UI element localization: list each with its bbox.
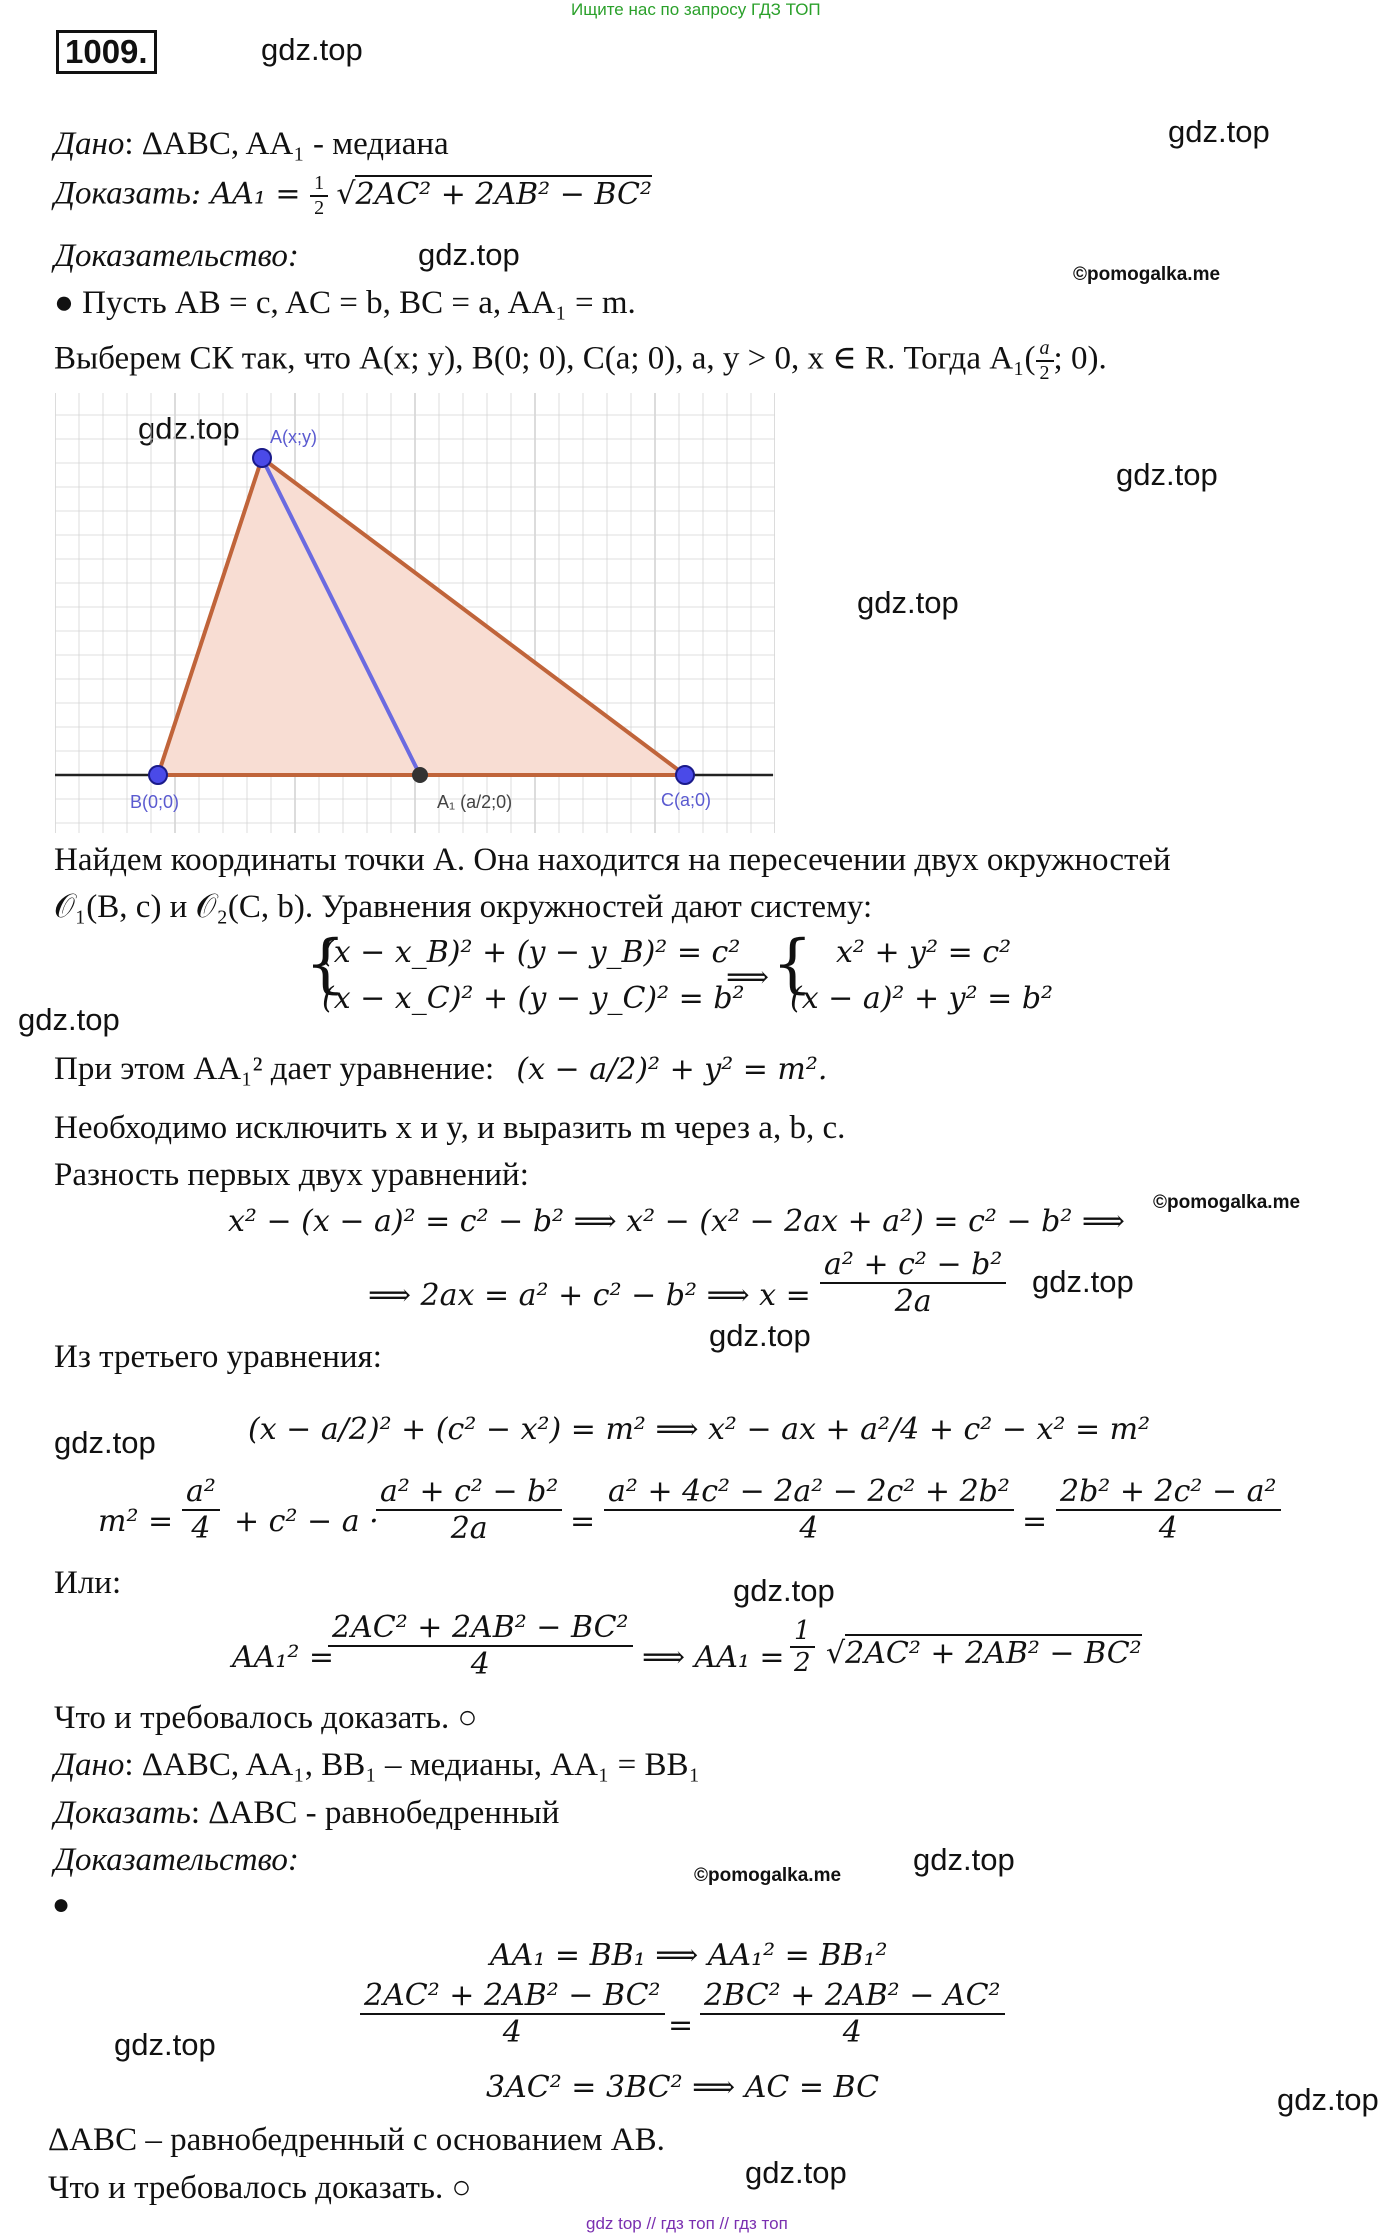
given-label: Дано	[54, 126, 125, 162]
proof-label-text: Доказательство	[54, 238, 288, 274]
watermark-gdz: gdz.top	[1116, 457, 1218, 492]
point-b	[149, 766, 167, 784]
prove-label-2: Доказать	[54, 1795, 191, 1831]
fraction-numerator: a² + 4c² − 2a² − 2c² + 2b²	[604, 1474, 1014, 1511]
fraction-denominator: 4	[1158, 1511, 1178, 1546]
system-arrow: ⟹	[726, 960, 770, 995]
equation-4-frac-2	[376, 1474, 562, 1546]
point-a	[253, 449, 271, 467]
equation-5-fraction	[328, 1610, 633, 1682]
watermark-pomogalka: ©pomogalka.me	[1153, 1192, 1301, 1213]
diff-line: Разность первых двух уравнений:	[54, 1157, 529, 1193]
coord-tail: ; 0).	[1053, 340, 1107, 377]
watermark-gdz: gdz.top	[418, 237, 520, 272]
given-text: : ΔABC, AA₁ - медиана	[124, 126, 449, 162]
system-left-eq1: (x − x_B)² + (y − y_B)² = c²	[322, 935, 741, 970]
equation-4-equals: =	[570, 1504, 596, 1539]
also-text: При этом AA₁² дает уравнение:	[54, 1051, 495, 1087]
proof-label: Доказательство:	[54, 238, 299, 274]
system-brace-left: {	[305, 927, 346, 1001]
fraction-denominator: 4	[502, 2015, 522, 2050]
fraction-denominator: 4	[799, 1511, 819, 1546]
also-line	[54, 1051, 827, 1088]
equation-4-frac-3	[604, 1474, 1014, 1546]
fraction-denominator: 2a	[894, 1284, 932, 1319]
third-line: Из третьего уравнения:	[54, 1339, 382, 1375]
find-line-2: 𝒪₁(B, c) и 𝒪₂(C, b). Уравнения окружностей дают систему:	[54, 889, 873, 925]
fraction-denominator: 4	[842, 2015, 862, 2050]
system-left-eq2: (x − x_C)² + (y − y_C)² = b²	[322, 981, 745, 1016]
system-right-eq2: (x − a)² + y² = b²	[790, 981, 1054, 1016]
equation-5-half	[790, 1616, 815, 1678]
label-b: B(0;0)	[130, 792, 180, 812]
part2-equation-1: AA₁ = BB₁ ⟹ AA₁² = BB₁²	[490, 1938, 888, 1973]
fraction-denominator: 2	[314, 197, 325, 219]
equation-4-lhs: m² =	[98, 1504, 174, 1539]
fraction-numerator: 1	[790, 1616, 815, 1648]
coord-fraction	[1036, 337, 1054, 385]
fraction-denominator: 2	[1039, 362, 1050, 384]
watermark-gdz: gdz.top	[138, 411, 240, 446]
fraction-numerator: 2AC² + 2AB² − BC²	[360, 1978, 665, 2015]
also-equation: (x − a/2)² + y² = m².	[516, 1052, 828, 1087]
sqrt-sign: √	[826, 1636, 846, 1671]
part2-equation-3: 3AC² = 3BC² ⟹ AC = BC	[486, 2070, 880, 2105]
coord-line	[54, 337, 1107, 385]
prove-line	[54, 172, 652, 220]
task-number: 1009.	[56, 30, 157, 74]
prove-root: 2AC² + 2AB² − BC²	[355, 176, 652, 212]
proof-label-2: Доказательство:	[54, 1842, 299, 1878]
point-a1	[412, 767, 428, 783]
fraction-denominator: 2a	[450, 1511, 488, 1546]
need-line: Необходимо исключить x и y, и выразить m через a, b, c.	[54, 1110, 846, 1146]
prove-text-2: : ΔABC - равнобедренный	[190, 1795, 560, 1831]
equation-5-lhs: AA₁² =	[232, 1640, 335, 1675]
part2-fraction-right	[700, 1978, 1005, 2050]
equation-4-equals-2: =	[1022, 1504, 1048, 1539]
fraction-numerator: 2AC² + 2AB² − BC²	[328, 1610, 633, 1647]
fraction-denominator: 4	[191, 1511, 211, 1546]
watermark-gdz: gdz.top	[745, 2155, 847, 2190]
or-label: Или:	[54, 1565, 122, 1601]
given-text-2: : ΔABC, AA₁, BB₁ – медианы, AA₁ = BB₁	[124, 1747, 701, 1783]
watermark-gdz: gdz.top	[913, 1842, 1015, 1877]
point-c	[676, 766, 694, 784]
equation-5-root	[826, 1636, 1142, 1671]
top-search-link[interactable]: Ищите нас по запросу ГДЗ ТОП	[571, 0, 821, 19]
fraction-denominator: 2	[794, 1648, 811, 1678]
label-c: C(a;0)	[661, 790, 712, 810]
prove-fraction	[310, 172, 328, 220]
given-label-2: Дано	[54, 1747, 125, 1783]
watermark-gdz: gdz.top	[114, 2027, 216, 2062]
prove-line-2	[54, 1795, 559, 1832]
watermark-gdz: gdz.top	[18, 1002, 120, 1037]
watermark-pomogalka: ©pomogalka.me	[694, 1865, 842, 1886]
fraction-numerator: a² + c² − b²	[376, 1474, 562, 1511]
find-line-1: Найдем координаты точки A. Она находится на пересечении двух окружностей	[54, 842, 1171, 878]
equation-1: x² − (x − a)² = c² − b² ⟹ x² − (x² − 2ax + a²) = c² − b² ⟹	[228, 1204, 1125, 1239]
label-a: A(x;y)	[270, 427, 317, 447]
fraction-numerator: 1	[310, 172, 328, 197]
equation-4-mid: + c² − a ·	[234, 1504, 379, 1539]
fraction-numerator: a²	[182, 1474, 220, 1511]
fraction-numerator: a	[1036, 337, 1054, 362]
footer-links[interactable]: gdz top // гдз топ // гдз топ	[586, 2214, 788, 2233]
fraction-numerator: a² + c² − b²	[820, 1247, 1006, 1284]
prove-text: : AA₁ =	[190, 176, 311, 212]
equation-4-frac-1	[182, 1474, 220, 1546]
equation-4-frac-4	[1056, 1474, 1281, 1546]
equation-5-mid: ⟹ AA₁ =	[642, 1640, 785, 1675]
prove-label: Доказать	[54, 175, 191, 212]
watermark-gdz: gdz.top	[261, 32, 363, 67]
part2-equals: =	[668, 2008, 694, 2043]
fraction-numerator: 2BC² + 2AB² − AC²	[700, 1978, 1005, 2015]
watermark-gdz: gdz.top	[733, 1573, 835, 1608]
watermark-gdz: gdz.top	[1032, 1264, 1134, 1299]
coordinate-graph	[55, 393, 775, 833]
system-right-eq1: x² + y² = c²	[836, 935, 1012, 970]
fraction-denominator: 4	[470, 1647, 490, 1682]
system-brace-right: {	[772, 927, 813, 1001]
qed-1: Что и требовалось доказать. ○	[54, 1700, 478, 1736]
part2-fraction-left	[360, 1978, 665, 2050]
given-line-2	[54, 1747, 700, 1784]
watermark-gdz: gdz.top	[1277, 2082, 1379, 2117]
given-line	[54, 126, 449, 163]
sqrt-sign: √	[336, 176, 356, 212]
equation-2-fraction	[820, 1247, 1006, 1319]
root-content: 2AC² + 2AB² − BC²	[845, 1636, 1142, 1671]
qed-2: Что и требовалось доказать. ○	[48, 2170, 472, 2206]
let-line: ● Пусть AB = c, AC = b, BC = a, AA₁ = m.	[54, 285, 636, 321]
watermark-gdz: gdz.top	[54, 1425, 156, 1460]
equation-3: (x − a/2)² + (c² − x²) = m² ⟹ x² − ax + a²/4 + c² − x² = m²	[248, 1412, 1151, 1447]
watermark-gdz: gdz.top	[709, 1318, 811, 1353]
watermark-gdz: gdz.top	[1168, 114, 1270, 149]
watermark-pomogalka: ©pomogalka.me	[1073, 264, 1221, 285]
conclusion: ΔABC – равнобедренный с основанием AB.	[48, 2122, 665, 2158]
equation-2-left: ⟹ 2ax = a² + c² − b² ⟹ x =	[368, 1278, 811, 1313]
watermark-gdz: gdz.top	[857, 585, 959, 620]
coord-text: Выберем СК так, что A(x; y), B(0; 0), C(a; 0), a, y > 0, x ∈ R. Тогда A₁(	[54, 340, 1036, 377]
fraction-numerator: 2b² + 2c² − a²	[1056, 1474, 1281, 1511]
bullet: ●	[52, 1888, 71, 1921]
proof-label-2-text: Доказательство	[54, 1842, 288, 1878]
label-a1: A₁ (a/2;0)	[437, 792, 513, 812]
triangle-abc	[158, 458, 685, 775]
